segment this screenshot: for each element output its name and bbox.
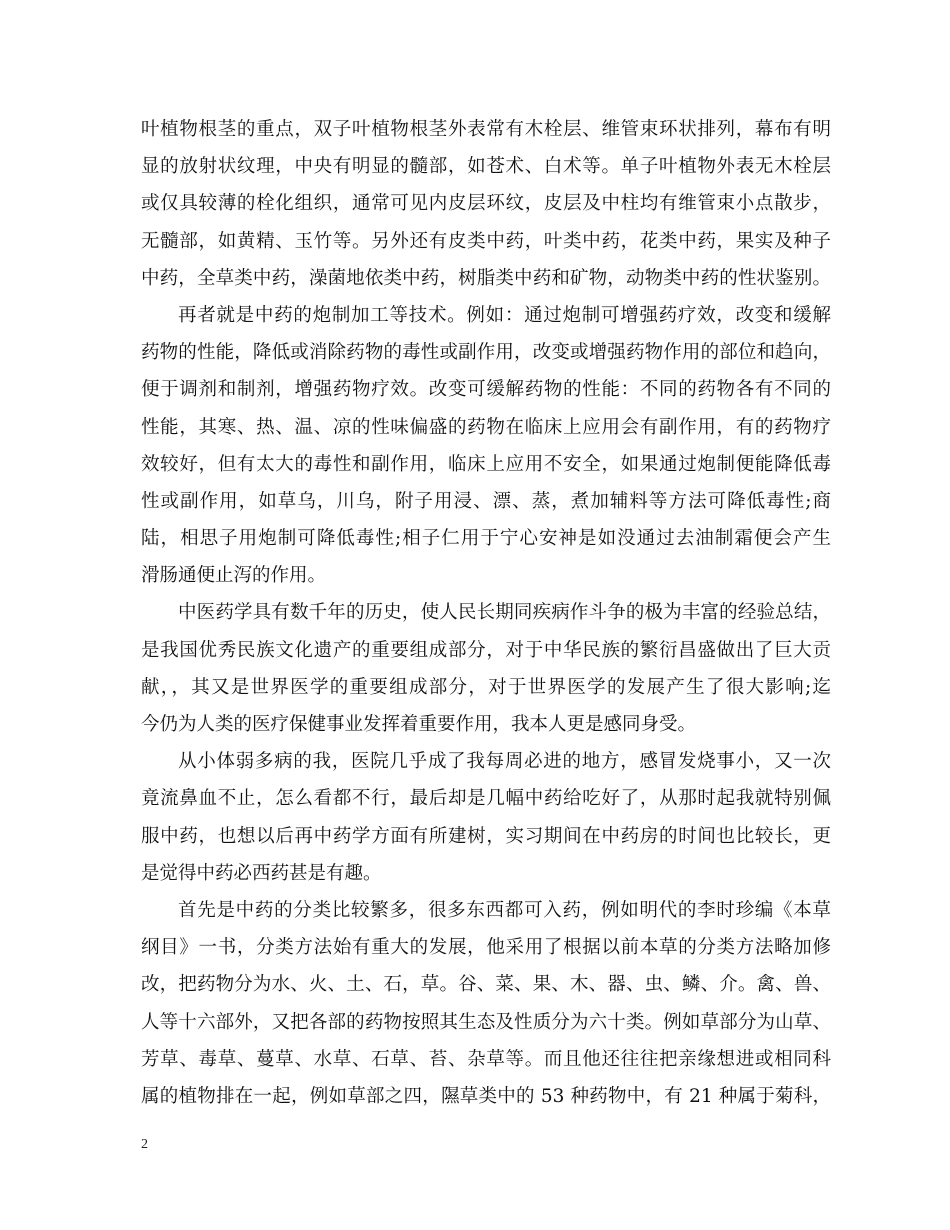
text-line: 叶植物根茎的重点，双子叶植物根茎外表常有木栓层、维管束环状排列，幕布有明 — [141, 119, 831, 140]
text-line: 或仅具较薄的栓化组织，通常可见内皮层环纹，皮层及中柱均有维管束小点散步， — [141, 193, 831, 215]
paragraph-first-line: 中医药学具有数千年的历史，使人民长期同疾病作斗争的极为丰富的经验总结， — [178, 602, 831, 624]
page-number: 2 — [141, 1137, 148, 1152]
text-line: 药物的性能，降低或消除药物的毒性或副作用，改变或增强药物作用的部位和趋向， — [141, 342, 831, 364]
text-line: 陆，相思子用炮制可降低毒性;相子仁用于宁心安神是如没通过去油制霜便会产生 — [141, 528, 831, 550]
text-line: 是我国优秀民族文化遗产的重要组成部分，对于中华民族的繁衍昌盛做出了巨大贡 — [141, 639, 831, 661]
text-line: 服中药，也想以后再中药学方面有所建树，实习期间在中药房的时间也比较长，更 — [141, 825, 831, 847]
paragraph-first-line: 再者就是中药的炮制加工等技术。例如：通过炮制可增强药疗效，改变和缓解 — [178, 304, 831, 326]
text-line: 纲目》一书，分类方法始有重大的发展，他采用了根据以前本草的分类方法略加修 — [141, 937, 831, 959]
text-line: 中药，全草类中药，澡菌地依类中药，树脂类中药和矿物，动物类中药的性状鉴别。 — [141, 267, 831, 289]
text-line: 献，，其又是世界医学的重要组成部分，对于世界医学的发展产生了很大影响;迄 — [141, 676, 831, 698]
paragraph-first-line: 从小体弱多病的我，医院几乎成了我每周必进的地方，感冒发烧事小，又一次 — [178, 751, 831, 773]
text-line: 效较好，但有太大的毒性和副作用，临床上应用不安全，如果通过炮制便能降低毒 — [141, 453, 831, 475]
paragraph-last-line: 滑肠通便止泻的作用。 — [141, 565, 327, 587]
text-line: 改，把药物分为水、火、土、石，草。谷、菜、果、木、器、虫、鳞、介。禽、兽、 — [141, 974, 831, 996]
text-line: 显的放射状纹理，中央有明显的髓部，如苍术、白术等。单子叶植物外表无木栓层 — [141, 156, 831, 178]
text-line: 人等十六部外，又把各部的药物按照其生态及性质分为六十类。例如草部分为山草、 — [141, 1011, 831, 1033]
body-text — [141, 111, 831, 1115]
text-line: 性或副作用，如草乌，川乌，附子用浸、漂、蒸，煮加辅料等方法可降低毒性;商 — [141, 490, 831, 512]
text-line: 竟流鼻血不止，怎么看都不行，最后却是几幅中药给吃好了，从那时起我就特别佩 — [141, 788, 831, 810]
text-line: 芳草、毒草、蔓草、水草、石草、苔、杂草等。而且他还往往把亲缘想进或相同科 — [141, 1048, 831, 1070]
paragraph-first-line: 首先是中药的分类比较繁多，很多东西都可入药，例如明代的李时珍编《本草 — [178, 899, 831, 921]
text-line: 属的植物排在一起，例如草部之四，隰草类中的 53 种药物中，有 21 种属于菊科， — [141, 1085, 831, 1107]
text-line: 无髓部，如黄精、玉竹等。另外还有皮类中药，叶类中药，花类中药，果实及种子 — [141, 230, 831, 252]
paragraph-last-line: 是觉得中药必西药甚是有趣。 — [141, 862, 382, 884]
text-line: 性能，其寒、热、温、凉的性味偏盛的药物在临床上应用会有副作用，有的药物疗 — [141, 416, 831, 438]
paragraph-last-line: 今仍为人类的医疗保健事业发挥着重要作用，我本人更是感同身受。 — [141, 714, 697, 735]
text-line: 便于调剂和制剂，增强药物疗效。改变可缓解药物的性能：不同的药物各有不同的 — [141, 379, 831, 401]
